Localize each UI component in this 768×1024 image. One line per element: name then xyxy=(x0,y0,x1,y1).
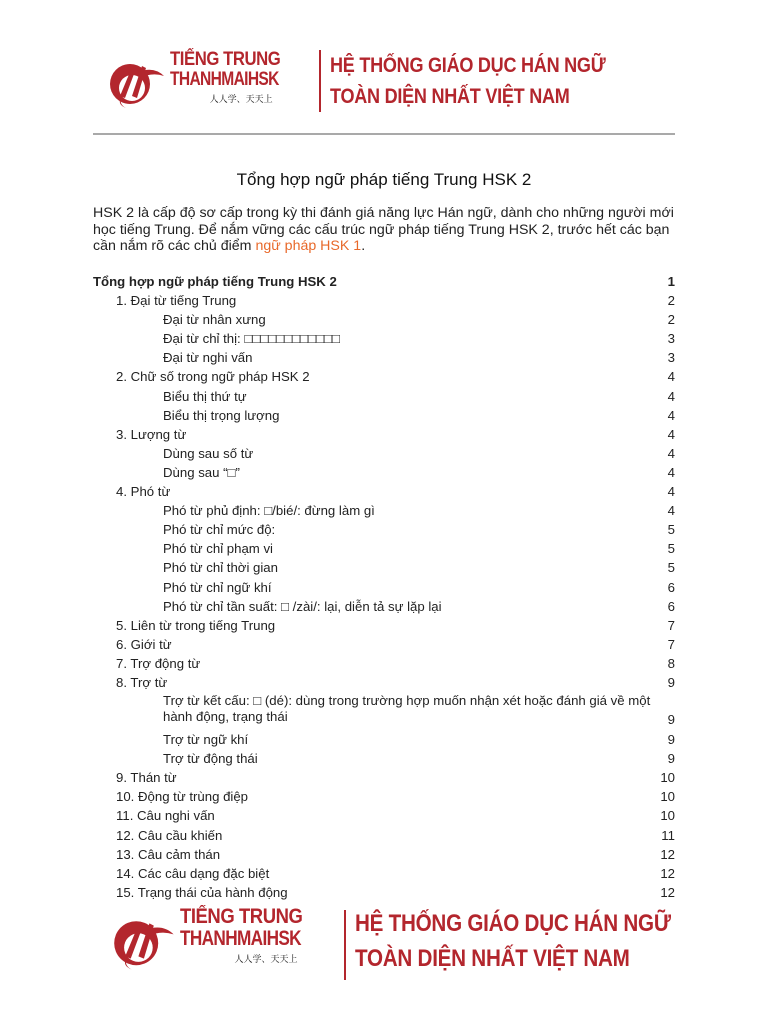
slogan-line1: HỆ THỐNG GIÁO DỤC HÁN NGỮ xyxy=(329,54,606,77)
toc-entry[interactable] xyxy=(93,463,675,482)
toc-entry-page: 4 xyxy=(667,464,675,480)
brand-name-line1: TIẾNG TRUNG xyxy=(180,905,303,928)
toc-entry-page: 6 xyxy=(667,598,675,614)
slogan-line1: HỆ THỐNG GIÁO DỤC HÁN NGỮ xyxy=(354,910,671,937)
brand-slogan xyxy=(355,906,671,976)
toc-entry[interactable] xyxy=(93,673,675,692)
toc-entry-page: 3 xyxy=(667,331,675,347)
toc-entry[interactable] xyxy=(93,883,675,902)
toc-entry-title: Phó từ chỉ phạm vi xyxy=(163,541,273,557)
toc-entry[interactable] xyxy=(93,501,675,520)
toc-entry-page: 4 xyxy=(667,503,675,519)
header-rule xyxy=(93,133,675,135)
toc-entry[interactable] xyxy=(93,291,675,310)
toc-entry-title: 12. Câu cầu khiến xyxy=(116,827,223,843)
toc-entry-page: 9 xyxy=(667,751,675,767)
toc-entry-page: 4 xyxy=(667,445,675,461)
toc-entry[interactable] xyxy=(93,826,675,845)
toc-entry-page: 4 xyxy=(667,369,675,385)
toc-entry-page: 9 xyxy=(667,674,675,690)
toc-entry[interactable] xyxy=(93,692,675,730)
toc-entry-page: 2 xyxy=(667,293,675,309)
toc-entry-page: 10 xyxy=(660,808,675,824)
brand-logo-icon xyxy=(108,52,168,112)
toc-entry[interactable] xyxy=(93,444,675,463)
toc-entry-page: 4 xyxy=(667,388,675,404)
toc-entry-title: Phó từ chỉ ngữ khí xyxy=(163,579,272,595)
intro-text: HSK 2 là cấp độ sơ cấp trong kỳ thi đánh giá năng lực Hán ngữ, dành cho những người mới học tiếng Trung. Để nắm vững các cấu trúc ngữ pháp tiếng Trung HSK 2, trước hết các bạn cần nắm rõ các chủ điểm xyxy=(93,205,674,254)
toc-entry-title: Đại từ chỉ thị: □□□□□□□□□□□□ xyxy=(163,331,340,347)
toc-entry[interactable] xyxy=(93,730,675,749)
toc-entry[interactable] xyxy=(93,864,675,883)
toc-entry-title: Trợ từ động thái xyxy=(163,751,258,767)
toc-entry-page: 11 xyxy=(661,827,675,843)
brand-name-line2: THANHMAIHSK xyxy=(170,69,279,90)
toc-entry-title: Trợ từ ngữ khí xyxy=(163,732,249,748)
slogan-line2: TOÀN DIỆN NHẤT VIỆT NAM xyxy=(329,85,570,108)
brand-name xyxy=(170,50,303,105)
brand-slogan xyxy=(330,50,605,112)
brand-tagline: 人人学、天天上 xyxy=(209,94,273,104)
brand-divider xyxy=(319,50,321,112)
brand-logo-icon xyxy=(112,908,178,974)
toc-entry[interactable] xyxy=(93,482,675,501)
toc-entry[interactable] xyxy=(93,768,675,787)
toc-entry-title: 7. Trợ động từ xyxy=(116,655,201,671)
toc-entry-title: Phó từ chỉ mức độ: xyxy=(163,522,276,538)
toc-entry-title: Đại từ nhân xưng xyxy=(163,312,266,328)
brand-name xyxy=(180,906,328,965)
toc-entry-title: Phó từ chỉ tần suất: □ /zài/: lại, diễn tả sự lặp lại xyxy=(163,598,442,614)
toc-entry-title: 15. Trạng thái của hành động xyxy=(116,884,288,900)
intro-paragraph xyxy=(93,205,678,255)
toc-entry-title: Phó từ phủ định: □/bié/: đừng làm gì xyxy=(163,503,375,519)
toc-entry-title: 8. Trợ từ xyxy=(116,674,168,690)
toc-entry-title: Trợ từ kết cấu: □ (dé): dùng trong trường hợp muốn nhận xét hoặc đánh giá về một hành động, trạng thái xyxy=(163,693,651,725)
toc-entry-page: 4 xyxy=(667,484,675,500)
toc-entry-page: 3 xyxy=(667,350,675,366)
toc-entry-page: 5 xyxy=(667,560,675,576)
toc-entry-title: 1. Đại từ tiếng Trung xyxy=(116,293,237,309)
toc-entry-page: 10 xyxy=(660,770,675,786)
toc-entry-page: 10 xyxy=(660,789,675,805)
toc-entry-page: 1 xyxy=(667,274,675,289)
toc-entry-title: 10. Động từ trùng điệp xyxy=(116,789,248,805)
toc-entry-title: Biểu thị thứ tự xyxy=(163,388,247,404)
toc-entry-title: 13. Câu cảm thán xyxy=(116,846,221,862)
toc-entry-page: 12 xyxy=(660,865,675,881)
toc-entry-page: 12 xyxy=(660,884,675,900)
toc-entry-page: 2 xyxy=(667,312,675,328)
toc-entry-title: Phó từ chỉ thời gian xyxy=(163,560,278,576)
toc-entry-title: Biểu thị trọng lượng xyxy=(163,407,280,423)
intro-end: . xyxy=(361,238,366,254)
toc-entry-title: 2. Chữ số trong ngữ pháp HSK 2 xyxy=(116,369,310,385)
toc-entry-title: 11. Câu nghi vấn xyxy=(116,808,215,824)
footer-brand xyxy=(112,906,722,980)
toc-entry-page: 9 xyxy=(667,712,675,728)
toc-entry-page: 8 xyxy=(667,655,675,671)
toc-entry-page: 9 xyxy=(667,732,675,748)
brand-name-line2: THANHMAIHSK xyxy=(180,927,301,950)
brand-divider xyxy=(344,910,346,980)
toc-entry-title: Dùng sau số từ xyxy=(163,445,254,461)
toc-entry[interactable] xyxy=(93,806,675,825)
toc-entry-page: 4 xyxy=(667,426,675,442)
slogan-line2: TOÀN DIỆN NHẤT VIỆT NAM xyxy=(354,945,630,972)
toc-entry[interactable] xyxy=(93,616,675,635)
toc-entry-title: Dùng sau “□” xyxy=(163,464,240,480)
hsk1-grammar-link[interactable]: ngữ pháp HSK 1 xyxy=(255,238,362,254)
toc-entry[interactable] xyxy=(93,348,675,367)
toc-entry[interactable] xyxy=(93,597,675,616)
toc-entry[interactable] xyxy=(93,539,675,558)
toc-entry-page: 5 xyxy=(667,522,675,538)
toc-entry-title: Đại từ nghi vấn xyxy=(163,350,253,366)
toc-entry-page: 4 xyxy=(667,407,675,423)
brand-name-line1: TIẾNG TRUNG xyxy=(170,49,281,70)
toc-entry[interactable] xyxy=(93,367,675,386)
toc-entry-page: 7 xyxy=(667,636,675,652)
toc-entry[interactable] xyxy=(93,787,675,806)
toc-entry[interactable] xyxy=(93,654,675,673)
toc-entry-title: 9. Thán từ xyxy=(116,770,177,786)
toc-entry-page: 12 xyxy=(660,846,675,862)
toc-entry[interactable] xyxy=(93,329,675,348)
toc-entry-title: 4. Phó từ xyxy=(116,484,171,500)
table-of-contents xyxy=(93,272,675,902)
toc-entry[interactable] xyxy=(93,749,675,768)
toc-entry-title: 6. Giới từ xyxy=(116,636,172,652)
toc-entry-page: 7 xyxy=(667,617,675,633)
toc-entry[interactable] xyxy=(93,558,675,577)
toc-entry[interactable] xyxy=(93,272,675,291)
toc-entry[interactable] xyxy=(93,425,675,444)
header-brand xyxy=(108,50,650,112)
toc-entry-title: Tổng hợp ngữ pháp tiếng Trung HSK 2 xyxy=(93,274,337,289)
document-title: Tổng hợp ngữ pháp tiếng Trung HSK 2 xyxy=(236,170,532,189)
toc-entry-page: 6 xyxy=(667,579,675,595)
toc-entry-title: 3. Lượng từ xyxy=(116,426,187,442)
toc-entry[interactable] xyxy=(93,406,675,425)
toc-entry[interactable] xyxy=(93,578,675,597)
toc-entry[interactable] xyxy=(93,845,675,864)
brand-tagline: 人人学、天天上 xyxy=(234,954,298,964)
toc-entry-title: 14. Các câu dạng đặc biệt xyxy=(116,865,270,881)
toc-entry-page: 5 xyxy=(667,541,675,557)
toc-entry[interactable] xyxy=(93,310,675,329)
toc-entry-title: 5. Liên từ trong tiếng Trung xyxy=(116,617,276,633)
toc-entry[interactable] xyxy=(93,635,675,654)
toc-entry[interactable] xyxy=(93,387,675,406)
toc-entry[interactable] xyxy=(93,520,675,539)
